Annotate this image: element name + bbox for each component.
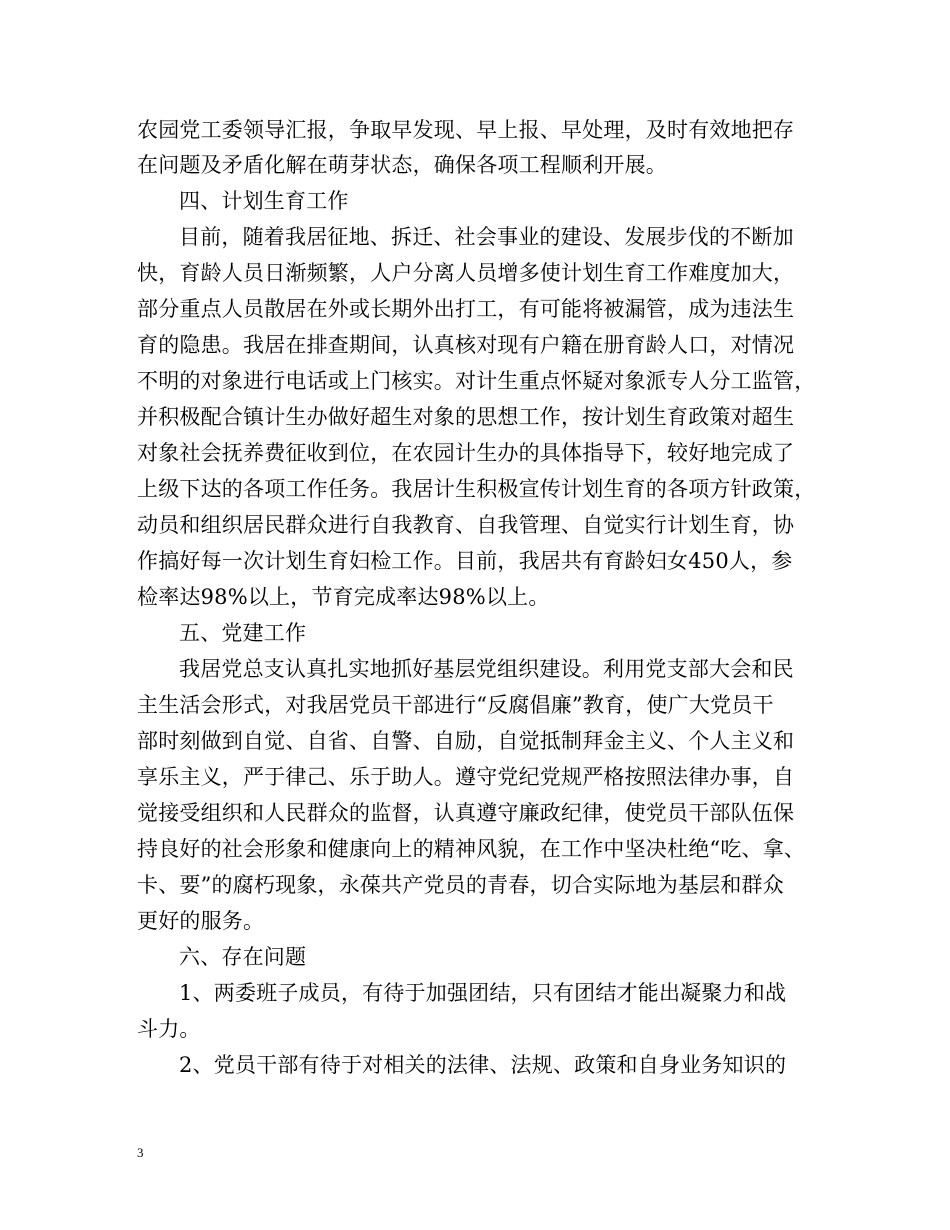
body-text-line: 觉接受组织和人民群众的监督，认真遵守廉政纪律，使党员干部队伍保 (137, 801, 795, 825)
body-text-line: 对象社会抚养费征收到位，在农园计生办的具体指导下，较好地完成了 (137, 441, 795, 465)
body-text-line: 享乐主义，严于律己、乐于助人。遵守党纪党规严格按照法律办事，自 (137, 765, 795, 789)
section-heading-existing-problems: 六、存在问题 (179, 945, 307, 969)
body-text-line: 快，育龄人员日渐频繁，人户分离人员增多使计划生育工作难度加大， (137, 261, 795, 285)
body-text-line: 在问题及矛盾化解在萌芽状态，确保各项工程顺利开展。 (137, 153, 667, 177)
body-text-line: 2、党员干部有待于对相关的法律、法规、政策和自身业务知识的 (179, 1053, 787, 1077)
body-text-line: 部分重点人员散居在外或长期外出打工，有可能将被漏管，成为违法生 (137, 297, 795, 321)
body-text-line: 上级下达的各项工作任务。我居计生积极宣传计划生育的各项方针政策， (137, 477, 816, 501)
body-text-line: 农园党工委领导汇报，争取早发现、早上报、早处理，及时有效地把存 (137, 118, 795, 142)
body-text-line: 1、两委班子成员，有待于加强团结，只有团结才能出凝聚力和战 (179, 981, 787, 1005)
body-text-line: 检率达98%以上，节育完成率达98%以上。 (137, 585, 550, 609)
body-text-line: 我居党总支认真扎实地抓好基层党组织建设。利用党支部大会和民 (179, 657, 794, 681)
body-text-line: 部时刻做到自觉、自省、自警、自励，自觉抵制拜金主义、个人主义和 (137, 729, 795, 753)
body-text-line: 作搞好每一次计划生育妇检工作。目前，我居共有育龄妇女450人，参 (137, 549, 793, 573)
body-text-line: 不明的对象进行电话或上门核实。对计生重点怀疑对象派专人分工监管， (137, 369, 816, 393)
section-heading-family-planning: 四、计划生育工作 (179, 189, 349, 213)
body-text-line: 并积极配合镇计生办做好超生对象的思想工作，按计划生育政策对超生 (137, 405, 795, 429)
body-text-line: 卡、要”的腐朽现象，永葆共产党员的青春，切合实际地为基层和群众 (137, 873, 784, 897)
body-text-line: 更好的服务。 (137, 909, 265, 933)
body-text-line: 动员和组织居民群众进行自我教育、自我管理、自觉实行计划生育，协 (137, 513, 795, 537)
section-heading-party-building: 五、党建工作 (179, 621, 307, 645)
body-text-line: 育的隐患。我居在排查期间，认真核对现有户籍在册育龄人口，对情况 (137, 333, 795, 357)
body-text-line: 目前，随着我居征地、拆迁、社会事业的建设、发展步伐的不断加 (179, 225, 794, 249)
page-number: 3 (137, 1145, 144, 1160)
body-text-line: 斗力。 (137, 1017, 201, 1041)
body-text-line: 主生活会形式，对我居党员干部进行“反腐倡廉”教育，使广大党员干 (137, 693, 774, 717)
body-text-line: 持良好的社会形象和健康向上的精神风貌，在工作中坚决杜绝“吃、拿、 (137, 837, 806, 861)
